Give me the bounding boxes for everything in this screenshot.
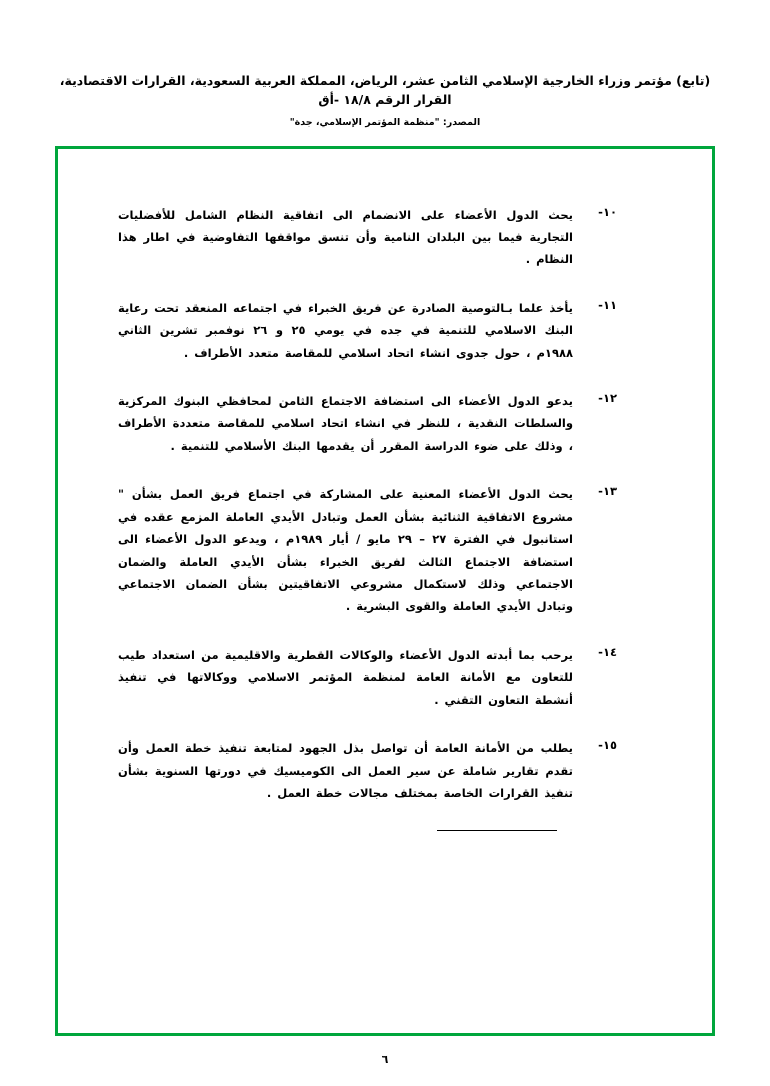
clause-number: ١٣-: [598, 484, 617, 499]
section-divider: [437, 830, 557, 831]
clause-text: يحث الدول الأعضاء المعنية على المشاركة في اجتماع فريق العمل بشأن " مشروع الاتفاقية الثنائية بشأن العمل وتبادل الأيدي العاملة المزمع عقده في استانبول في الفترة ٢٧ – ٢٩ مايو / أيار ١٩٨٩م ، ويدعو الدول الأعضاء الى استضافة الاجتماع الثالث لفريق الخبراء بشأن الأيدي العاملة والضمان الاجتماعي وذلك لاستكمال مشروعي الاتفاقيتين بشأن الضمان الاجتماعي وتبادل الأيدي العاملة والقوى البشرية .: [118, 487, 573, 614]
list-item: [118, 644, 617, 711]
document-header: [0, 72, 770, 128]
clause-text: يطلب من الأمانة العامة أن تواصل بذل الجهود لمتابعة تنفيذ خطة العمل وأن تقدم تقارير شاملة عن سير العمل الى الكوميسيك في دورتها السنوية بشأن تنفيذ القرارات الخاصة بمختلف مجالات خطة العمل .: [118, 741, 573, 800]
clause-number: ١٠-: [598, 204, 617, 219]
list-item: [118, 204, 617, 271]
clause-text: يرحب بما أبدته الدول الأعضاء والوكالات القطرية والاقليمية من استعداد طيب للتعاون مع الأمانة العامة لمنظمة المؤتمر الاسلامي ووكالاتها في تنفيذ أنشطة التعاون التقني .: [118, 647, 573, 707]
list-item: [118, 483, 617, 618]
green-border-frame: [55, 146, 715, 1036]
page-footer: [0, 1053, 770, 1066]
clause-number: ١١-: [598, 297, 617, 312]
list-item: [118, 737, 617, 804]
clause-number: ١٥-: [598, 738, 617, 753]
list-item: [118, 297, 617, 364]
framed-content-wrapper: [55, 146, 715, 1036]
page-title: (تابع) مؤتمر وزراء الخارجية الإسلامي الثامن عشر، الرياض، المملكة العربية السعودية، القرارات الاقتصادية، القرار الرقم ١٨/٨ -أق: [59, 73, 711, 107]
list-item: [118, 390, 617, 457]
clause-number: ١٢-: [598, 391, 617, 406]
document-source: المصدر: "منظمة المؤتمر الإسلامي، جدة": [289, 116, 481, 128]
clause-text: يدعو الدول الأعضاء الى استضافة الاجتماع الثامن لمحافظي البنوك المركزية والسلطات النقدية ، للنظر في انشاء اتحاد اسلامي للمقاصة متعددة الأطراف ، وذلك على ضوء الدراسة المقرر أن يقدمها البنك الأسلامي للتنمية .: [118, 394, 573, 453]
clause-text: يأخذ علما بـالتوصية الصادرة عن فريق الخبراء في اجتماعه المنعقد تحت رعاية البنك الاسلامي للتنمية في جده في يومي ٢٥ و ٢٦ نوفمبر تشرين الثاني ١٩٨٨م ، حول جدوى انشاء اتحاد اسلامي للمقاصة متعدد الأطراف .: [118, 300, 574, 360]
clause-text: يحث الدول الأعضاء على الانضمام الى اتفاقية النظام الشامل للأفضليات التجارية فيما بين البلدان النامية وأن تنسق مواقفها التفاوضية في اطار هذا النظام .: [118, 207, 573, 267]
clause-list: [118, 204, 617, 832]
clause-number: ١٤-: [598, 644, 617, 659]
page-number: ٦: [381, 1053, 389, 1066]
